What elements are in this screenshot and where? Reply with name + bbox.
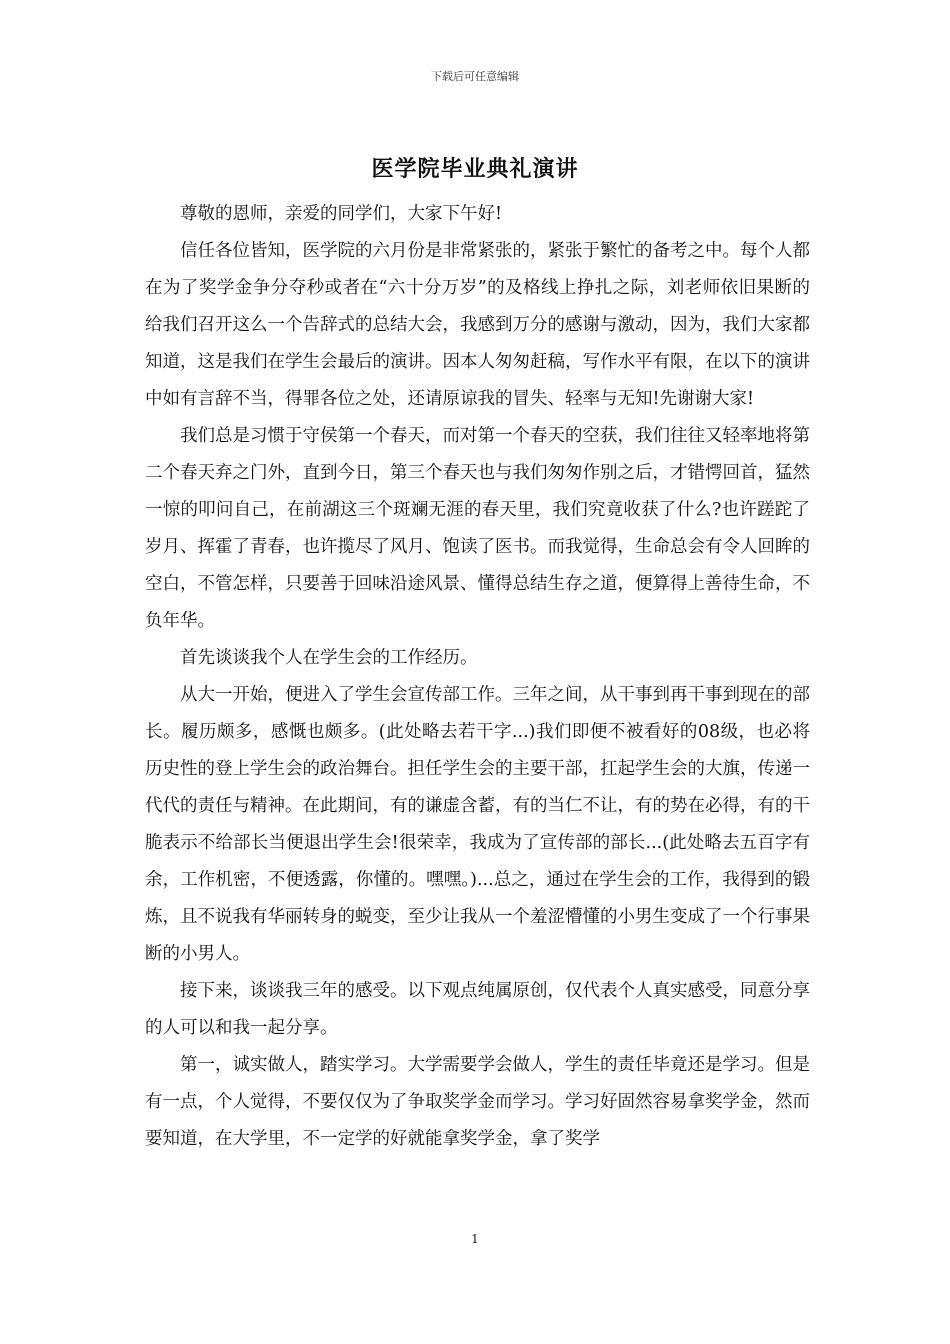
header-note: 下载后可任意编辑	[431, 70, 519, 83]
paragraph-6: 第一，诚实做人，踏实学习。大学需要学会做人，学生的责任毕竟还是学习。但是有一点，个人觉得，不要仅仅为了争取奖学金而学习。学习好固然容易拿奖学金，然而要知道，在大学里，不一定学的好就能拿奖学金，拿了奖学	[145, 1055, 810, 1149]
paragraph-4: 从大一开始，便进入了学生会宣传部工作。三年之间，从干事到再干事到现在的部长。履历颇多，感慨也颇多。(此处略去若干字...)我们即便不被看好的08级，也必将历史性的登上学生会的政治舞台。担任学生会的主要干部，扛起学生会的大旗，传递一代代的责任与精神。在此期间，有的谦虚含蓄，有的当仁不让，有的势在必得，有的干脆表示不给部长当便退出学生会!很荣幸，我成为了宣传部的部长...(此处略去五百字有余，工作机密，不便透露，你懂的。嘿嘿。)...总之，通过在学生会的工作，我得到的锻炼，且不说我有华丽转身的蜕变，至少让我从一个羞涩懵懂的小男生变成了一个行事果断的小男人。	[145, 685, 810, 964]
document-title: 医学院毕业典礼演讲	[371, 156, 579, 182]
paragraph-3: 首先谈谈我个人在学生会的工作经历。	[180, 648, 478, 668]
page-number: 1	[471, 1232, 479, 1246]
paragraph-greeting: 尊敬的恩师，亲爱的同学们，大家下午好!	[180, 204, 503, 224]
document-body	[145, 196, 810, 1158]
paragraph-5: 接下来，谈谈我三年的感受。以下观点纯属原创，仅代表个人真实感受，同意分享的人可以和我一起分享。	[145, 981, 810, 1038]
paragraph-2: 我们总是习惯于守侯第一个春天，而对第一个春天的空获，我们往往又轻率地将第二个春天弃之门外，直到今日，第三个春天也与我们匆匆作别之后，才错愕回首，猛然一惊的叩问自己，在前湖这三个斑斓无涯的春天里，我们究竟收获了什么?也许蹉跎了岁月、挥霍了青春，也许揽尽了风月、饱读了医书。而我觉得，生命总会有令人回眸的空白，不管怎样，只要善于回味沿途风景、懂得总结生存之道，便算得上善待生命，不负年华。	[145, 426, 810, 631]
paragraph-1: 信任各位皆知，医学院的六月份是非常紧张的，紧张于繁忙的备考之中。每个人都在为了奖学金争分夺秒或者在“六十分万岁”的及格线上挣扎之际，刘老师依旧果断的给我们召开这么一个告辞式的总结大会，我感到万分的感谢与激动，因为，我们大家都知道，这是我们在学生会最后的演讲。因本人匆匆赶稿，写作水平有限，在以下的演讲中如有言辞不当，得罪各位之处，还请原谅我的冒失、轻率与无知!先谢谢大家!	[145, 241, 810, 409]
